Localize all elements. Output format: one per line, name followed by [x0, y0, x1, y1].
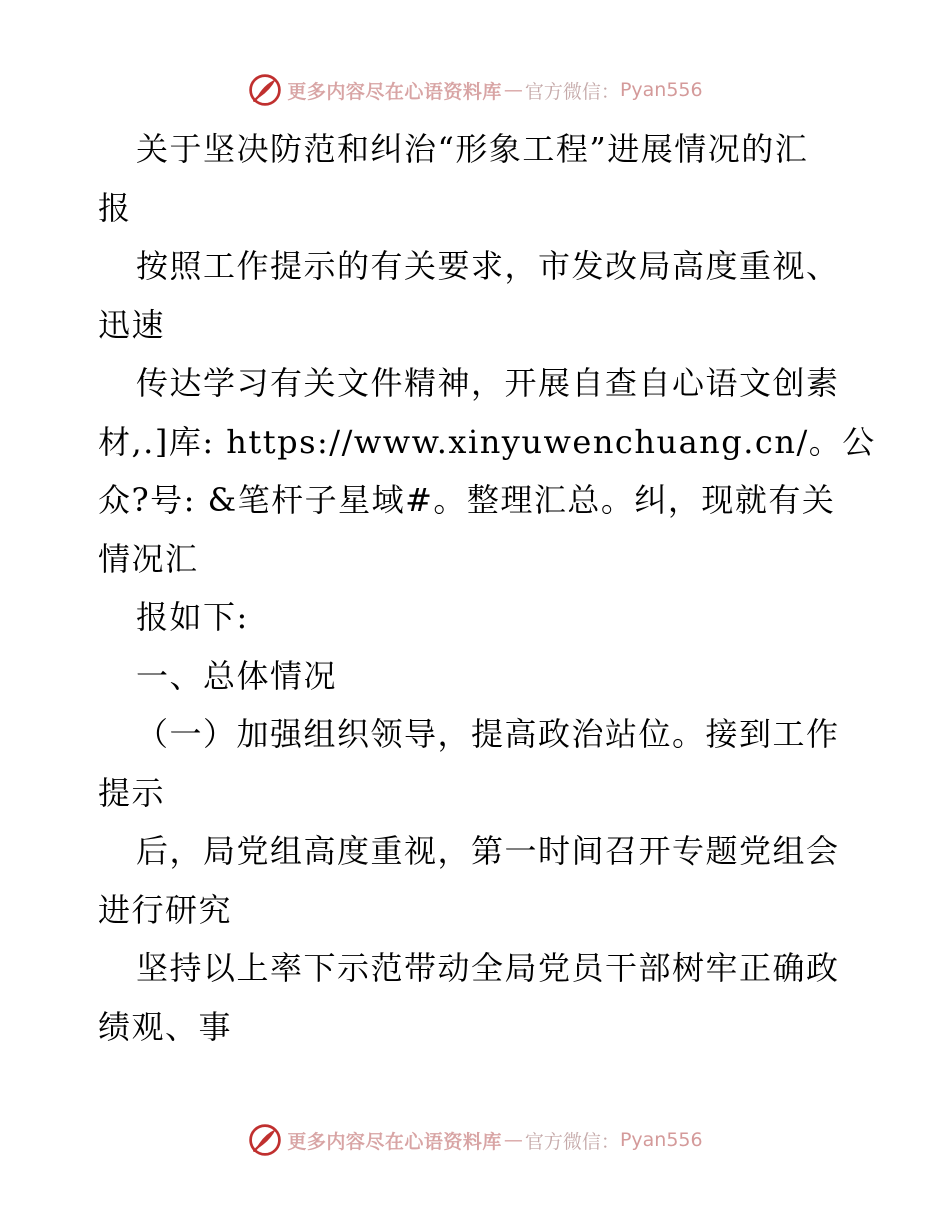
watermark-brand: 更多内容尽在心语资料库	[287, 80, 502, 103]
footer-watermark	[0, 1120, 950, 1160]
watermark-label: 官方微信：	[524, 80, 620, 103]
red-quill-logo-icon	[247, 72, 283, 108]
watermark-label: 官方微信：	[524, 1130, 620, 1153]
document-line: 情况汇	[98, 539, 199, 578]
document-body	[98, 120, 876, 1056]
watermark-wechat-id: Pyan556	[619, 1129, 703, 1151]
watermark-wechat-id: Pyan556	[619, 79, 703, 101]
document-line: 传达学习有关文件精神，开展自查自心语文创素	[136, 364, 840, 402]
document-line: 绩观、事	[98, 1007, 233, 1046]
document-line: 按照工作提示的有关要求，市发改局高度重视、	[136, 247, 840, 285]
header-watermark	[0, 70, 950, 110]
document-line: 报如下:	[136, 598, 249, 636]
document-line: 材,.]库: https://www.xinyuwenchuang.cn/。公	[98, 422, 876, 461]
watermark-dash: —	[503, 1129, 523, 1151]
document-line: 坚持以上率下示范带动全局党员干部树牢正确政	[136, 949, 840, 987]
document-line: （一）加强组织领导，提高政治站位。接到工作	[136, 715, 840, 753]
document-line: 后，局党组高度重视，第一时间召开专题党组会	[136, 832, 840, 870]
document-line: 进行研究	[98, 890, 233, 929]
document-line: 迅速	[98, 305, 166, 344]
document-line: 报	[98, 188, 132, 227]
document-line: 一、总体情况	[136, 656, 338, 695]
watermark-brand: 更多内容尽在心语资料库	[287, 1130, 502, 1153]
watermark-dash: —	[503, 79, 523, 101]
document-line: 提示	[98, 773, 166, 812]
document-line: 关于坚决防范和纠治“形象工程”进展情况的汇	[136, 130, 809, 168]
document-line: 众?号: &笔杆子星域#。整理汇总。纠，现就有关	[98, 481, 836, 519]
red-quill-logo-icon	[247, 1122, 283, 1158]
